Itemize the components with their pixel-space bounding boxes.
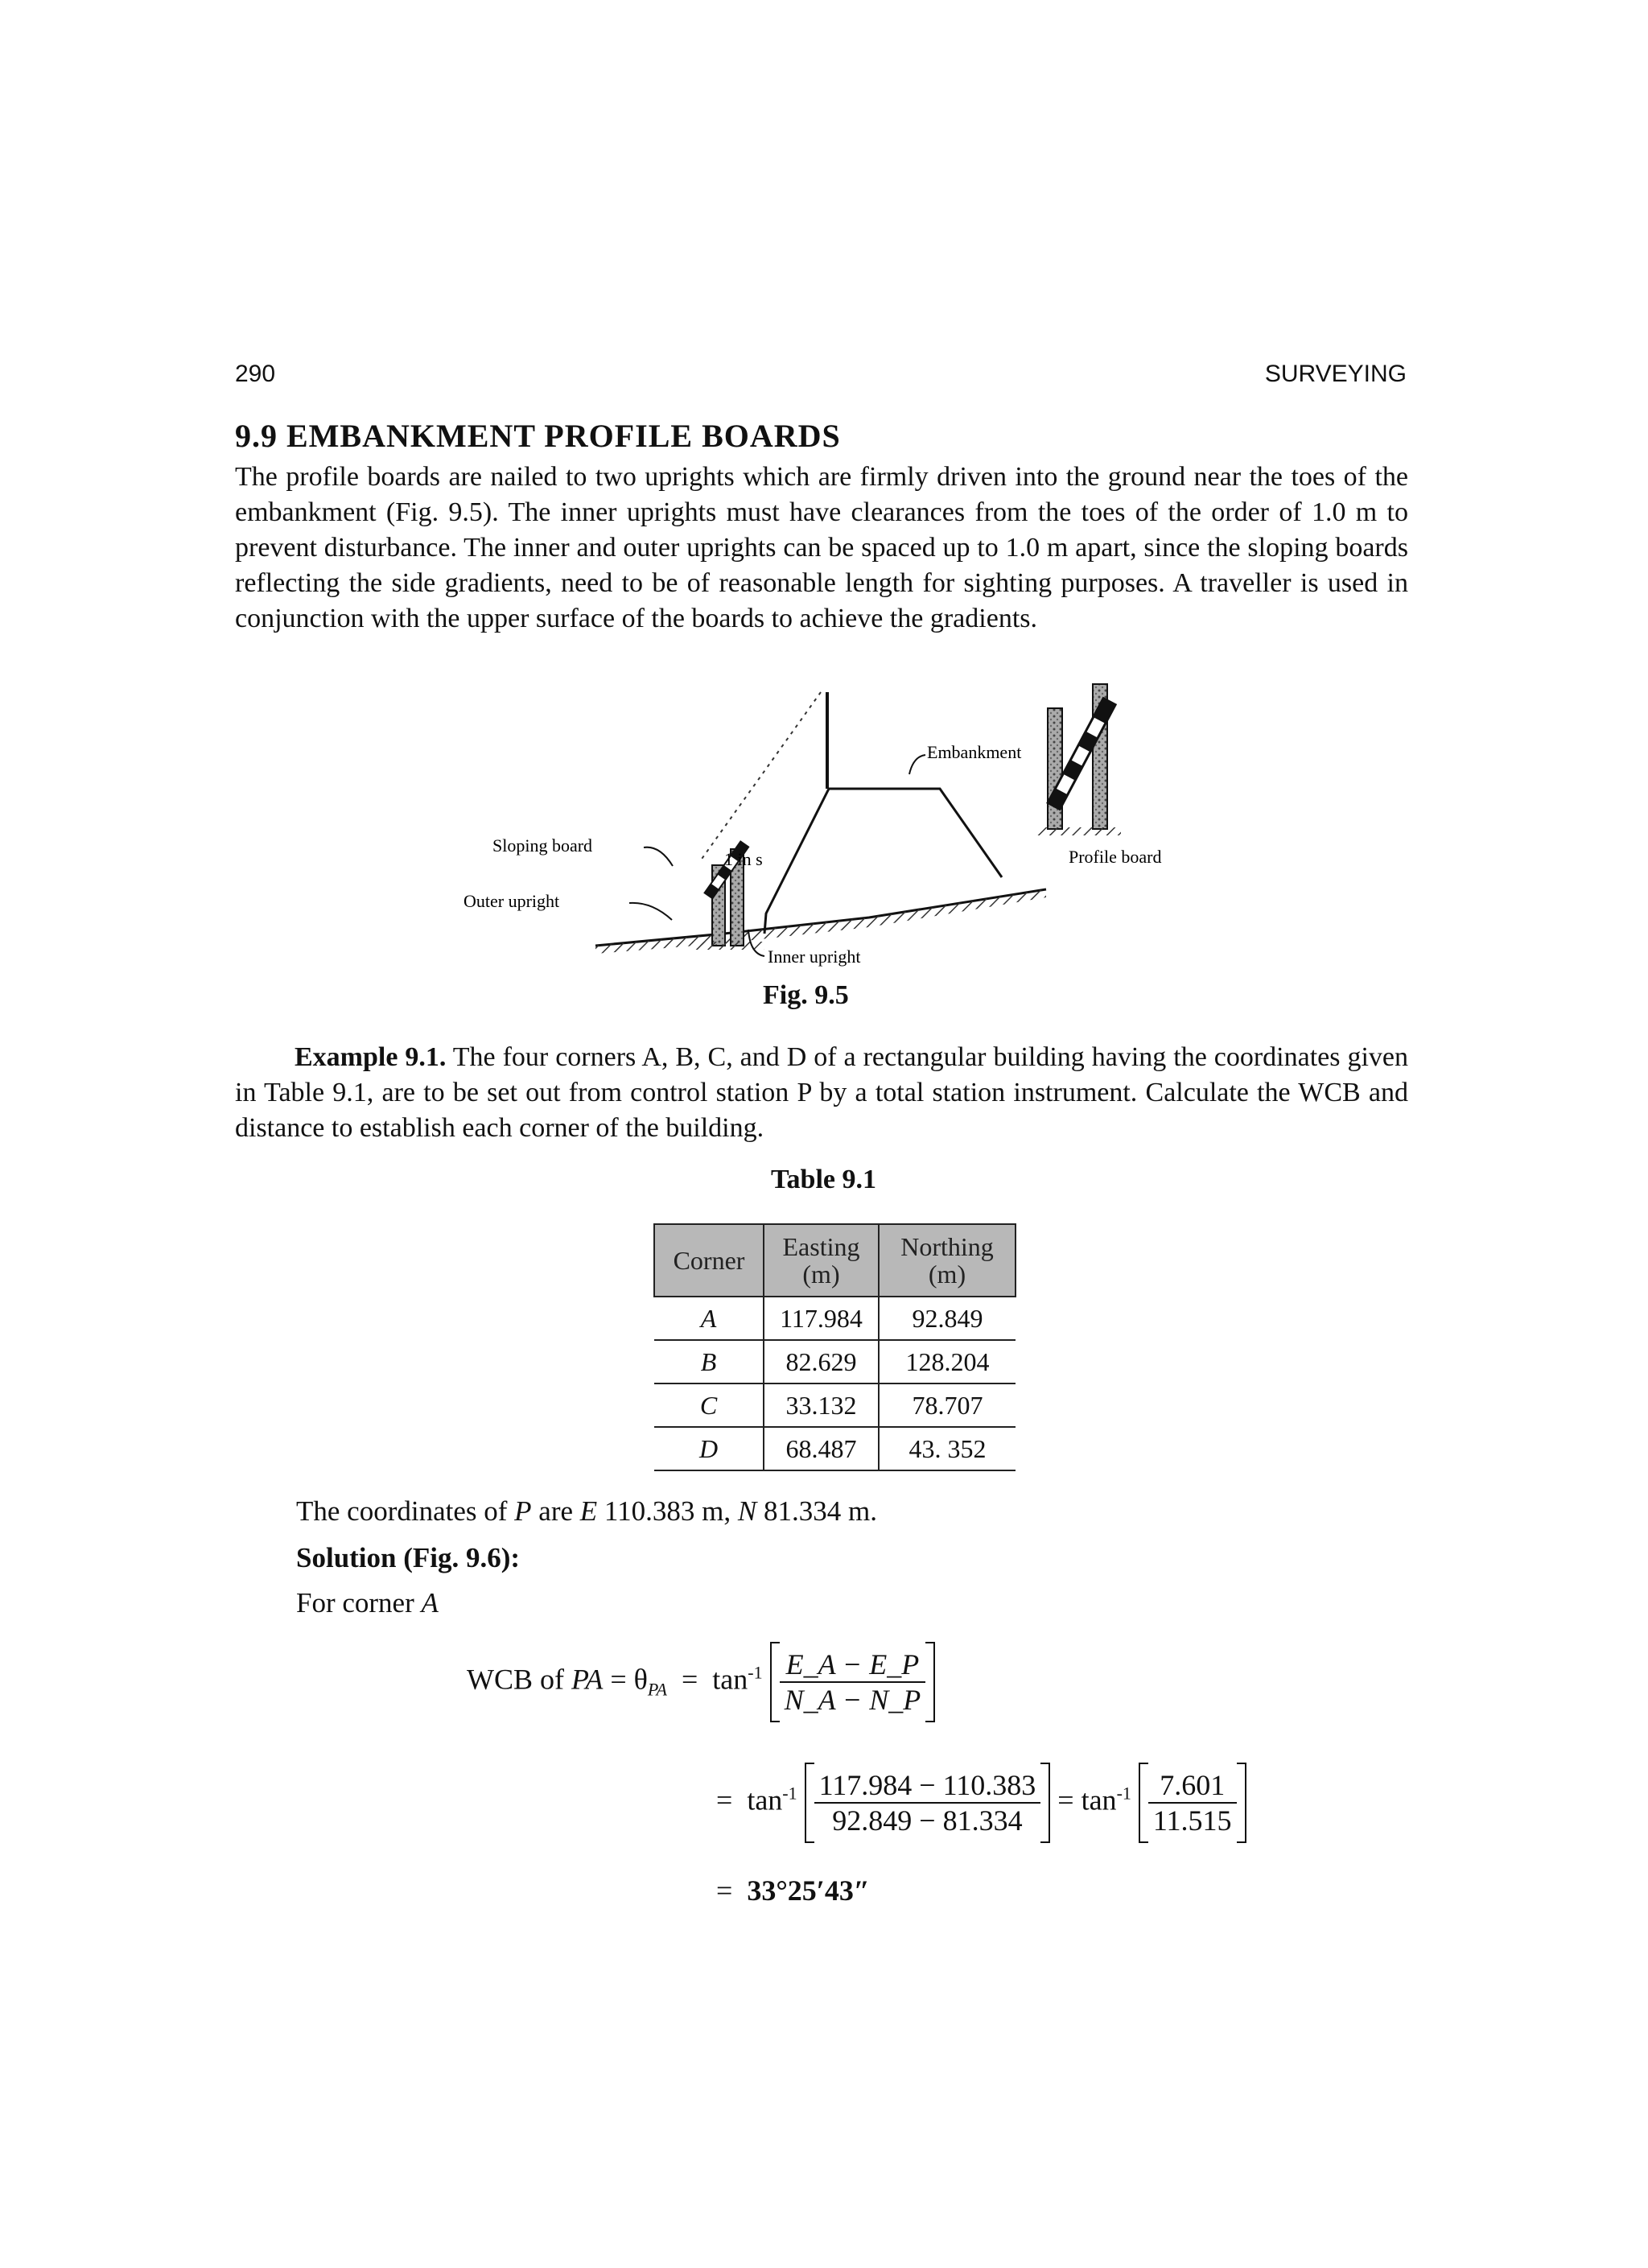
- section-title: 9.9 EMBANKMENT PROFILE BOARDS: [235, 418, 841, 454]
- cell-northing: 78.707: [879, 1383, 1016, 1427]
- label-sloping-board: Sloping board: [492, 835, 593, 856]
- wcb-substitution: = $\tan^{-1}$ $\frac{117.984 - 110.383}{92.849 - 81.334}$ = $\tan^{-1}$ $\frac{7.601}{11.515}$: [716, 1763, 1246, 1843]
- table-title: Table 9.1: [771, 1165, 877, 1194]
- example-paragraph: [235, 1040, 1408, 1146]
- col-header-easting: Easting (m): [764, 1224, 879, 1297]
- cell-northing: 92.849: [879, 1297, 1016, 1340]
- label-embankment: Embankment: [927, 742, 1022, 762]
- col-header-corner: Corner: [654, 1224, 764, 1297]
- section-paragraph: The profile boards are nailed to two uprights which are firmly driven into the ground near the toes of the embankment (Fig. 9.5). The inner uprights must have clearances from the toes of the order of 1.0 m to prevent disturbance. The inner and outer uprights can be spaced up to 1.0 m apart, since the sloping boards reflecting the side gradients, need to be of reasonable length for sighting purposes. A traveller is used in conjunction with the upper surface of the boards to achieve the gradients.: [235, 462, 1408, 633]
- example-label: Example 9.1.: [295, 1042, 447, 1072]
- cell-corner: B: [654, 1340, 764, 1383]
- label-slope: 1 in s: [724, 849, 763, 869]
- cell-corner: A: [654, 1297, 764, 1340]
- running-head: SURVEYING: [1264, 361, 1407, 387]
- profile-upright-left: [1048, 708, 1062, 829]
- cell-easting: 117.984: [764, 1297, 879, 1340]
- cell-easting: 68.487: [764, 1427, 879, 1470]
- table-row: [654, 1383, 1016, 1427]
- col-header-northing: Northing (m): [879, 1224, 1016, 1297]
- coordinates-table: [653, 1223, 1016, 1471]
- cell-easting: 33.132: [764, 1383, 879, 1427]
- coordinates-of-p: The coordinates of P are E 110.383 m, N 81.334 m.: [296, 1495, 877, 1527]
- label-inner-upright: Inner upright: [768, 946, 861, 967]
- wcb-equation: WCB of PA = $\theta_{PA} = \tan^{-1}$ $\frac{E\_A - E\_P}{N\_A - N\_P}$: [467, 1642, 935, 1722]
- label-outer-upright: Outer upright: [464, 891, 560, 911]
- cell-corner: C: [654, 1383, 764, 1427]
- figure-caption: Fig. 9.5: [763, 980, 849, 1010]
- table-row: [654, 1340, 1016, 1383]
- cell-northing: 43. 352: [879, 1427, 1016, 1470]
- solution-heading: Solution (Fig. 9.6):: [296, 1542, 521, 1573]
- cell-northing: 128.204: [879, 1340, 1016, 1383]
- cell-easting: 82.629: [764, 1340, 879, 1383]
- for-corner-line: For corner A: [296, 1587, 439, 1619]
- example-text: The four corners A, B, C, and D of a rectangular building having the coordinates given in Table 9.1, are to be set out from control station P by a total station instrument. Calculate the WCB and distance to establish each corner of the building.: [235, 1042, 1408, 1143]
- cell-corner: D: [654, 1427, 764, 1470]
- wcb-result: = 33°25′43″: [716, 1874, 870, 1907]
- table-row: [654, 1297, 1016, 1340]
- table-row: [654, 1427, 1016, 1470]
- sight-line: [700, 692, 821, 861]
- ground-line: [595, 889, 1046, 946]
- page-number: 290: [235, 361, 276, 387]
- embankment-outline: [764, 789, 1002, 934]
- label-profile-board: Profile board: [1069, 847, 1162, 867]
- embankment-figure: [435, 676, 1239, 982]
